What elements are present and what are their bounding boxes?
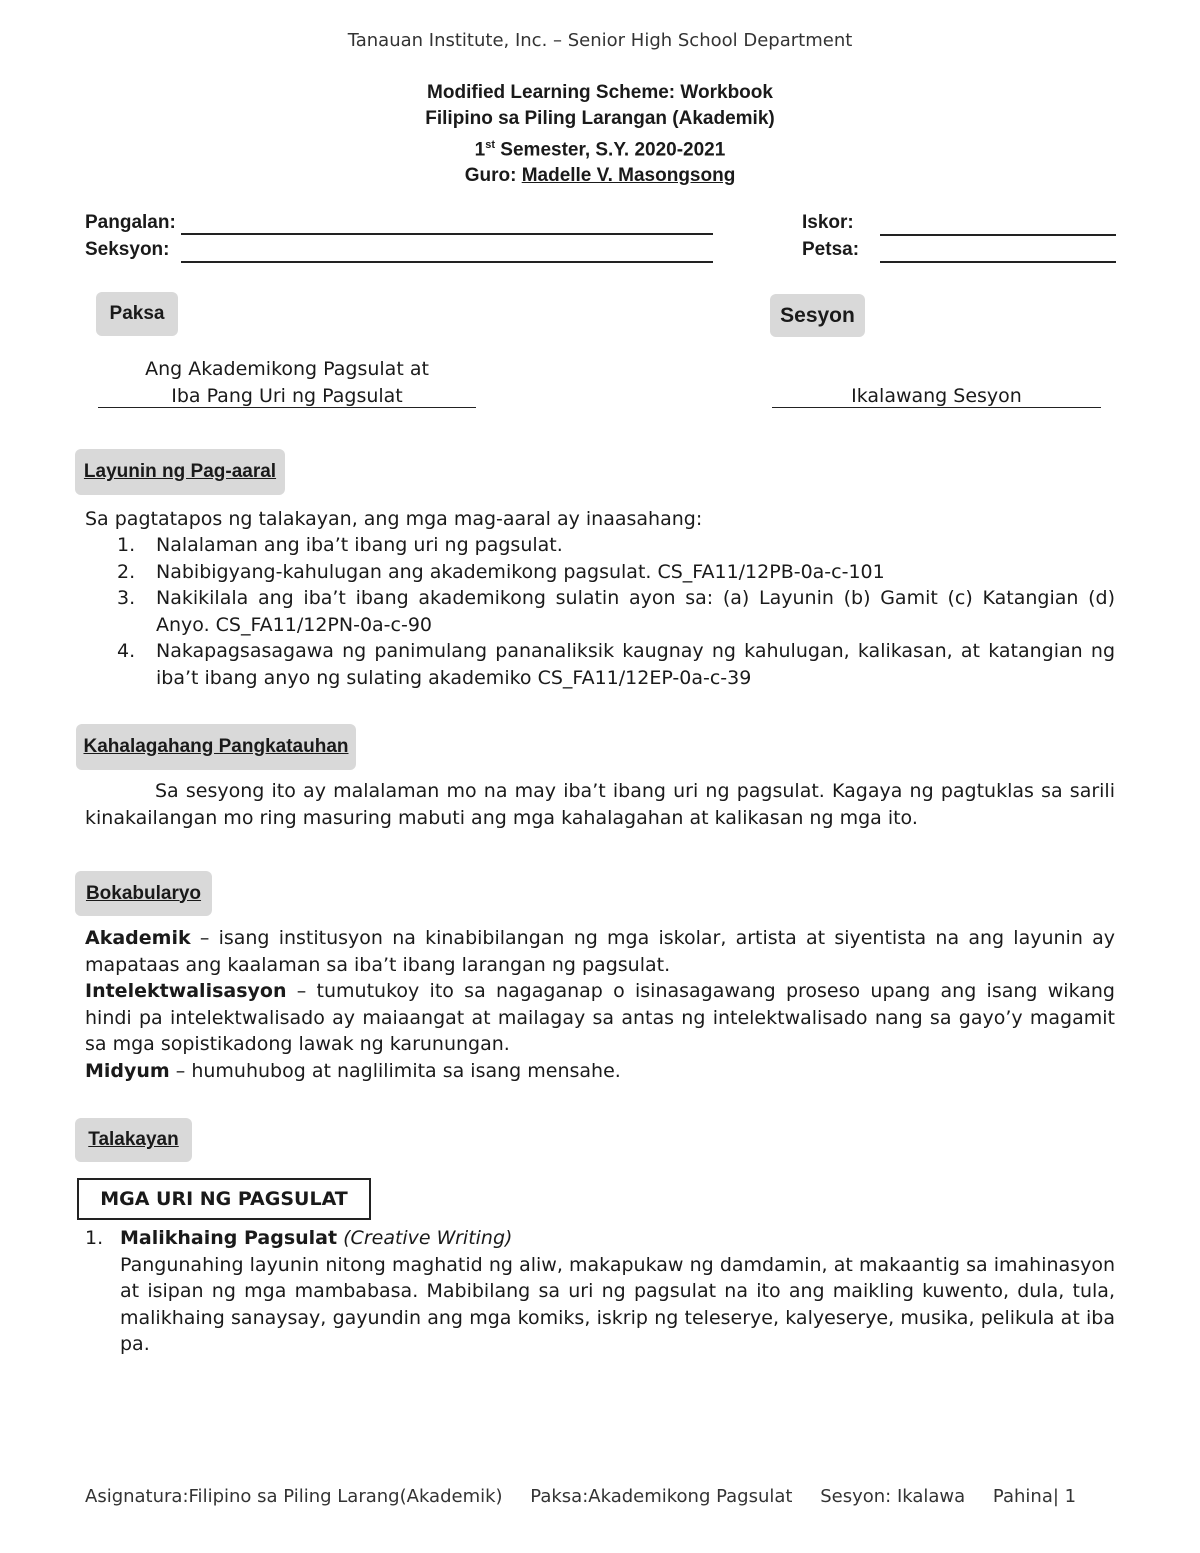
vocab-term: Akademik (85, 927, 191, 949)
iskor-field[interactable] (880, 234, 1116, 236)
petsa-field[interactable] (880, 261, 1116, 263)
layunin-item (117, 559, 1115, 586)
bokabularyo-heading-text: Bokabularyo (85, 882, 202, 904)
paksa-label: Paksa (109, 303, 165, 324)
layunin-item-num: 4. (117, 640, 136, 662)
paksa-line1: Ang Akademikong Pagsulat at (145, 358, 429, 380)
mga-uri-box (77, 1178, 371, 1220)
footer-sesyon: Sesyon: Ikalawa (820, 1486, 966, 1507)
talakayan-item-subtitle: (Creative Writing) (337, 1227, 513, 1249)
layunin-item-num: 2. (117, 560, 136, 583)
talakayan-heading (75, 1118, 192, 1162)
sesyon-underline (772, 407, 1101, 408)
kahalagahan-text: Sa sesyong ito ay malalaman mo na may iba’t ibang uri ng pagsulat. Kagaya ng pagtuklas sa sarili kinakailangan mo ring masuring mabuti ang mga kahalagahan at kalikasan ng mga ito. (85, 780, 1115, 829)
layunin-item (117, 585, 1115, 638)
pangalan-field[interactable] (181, 233, 713, 235)
talakayan-item-heading (120, 1225, 1115, 1252)
petsa-label: Petsa: (802, 239, 860, 260)
layunin-heading-text: Layunin ng Pag-aaral (83, 461, 277, 482)
layunin-item (117, 532, 1115, 559)
kahalagahan-heading (76, 724, 356, 770)
layunin-item-text: Nakikilala ang iba’t ibang akademikong sulatin ayon sa: (a) Layunin (b) Gamit (c) Katangian (d) Anyo. CS_FA11/12PN-0a-c-90 (156, 587, 1115, 636)
bokabularyo-entries (85, 925, 1115, 1084)
kahalagahan-heading-text: Kahalagahang Pangkatauhan (83, 736, 349, 757)
vocab-entry (85, 1058, 1115, 1085)
layunin-item-text: Nabibigyang-kahulugan ang akademikong pagsulat. CS_FA11/12PB-0a-c-101 (156, 560, 885, 583)
guro-name: Madelle V. Masongsong (521, 165, 736, 187)
talakayan-item-text: Pangunahing layunin nitong maghatid ng aliw, makapukaw ng damdamin, at makaantig sa imahinasyon at isipan ng mga mambabasa. Mabibilang sa uri ng pagsulat na ito ang maikling kuwento, dula, tula, malikhaing sanaysay, gayundin ang mga komiks, iskrip ng teleserye, kalyeserye, musika, pelikula at iba pa. (120, 1253, 1115, 1355)
layunin-heading (75, 449, 285, 495)
scheme-title: Modified Learning Scheme: Workbook (427, 82, 773, 103)
semester-num: 1 (474, 139, 486, 161)
seksyon-field[interactable] (181, 261, 713, 263)
paksa-underline (98, 407, 476, 408)
layunin-intro: Sa pagtatapos ng talakayan, ang mga mag-aaral ay inaasahang: (85, 508, 703, 530)
talakayan-heading-text: Talakayan (88, 1129, 179, 1150)
vocab-definition: – tumutukoy ito sa nagaganap o isinasagawang proseso upang ang isang wikang hindi pa intelektwalisado ay maiaangat at mailagay sa antas ng intelektwalisado nang sa gayo’y magamit sa mga sopistikadong lawak ng karunungan. (85, 980, 1115, 1055)
paksa-title (98, 356, 476, 409)
page-footer (85, 1486, 1098, 1507)
paksa-tag (96, 292, 178, 336)
vocab-term: Intelektwalisasyon (85, 980, 287, 1002)
institution-header: Tanauan Institute, Inc. – Senior High School Department (347, 30, 853, 51)
pangalan-label: Pangalan: (85, 212, 176, 233)
layunin-item (117, 638, 1115, 691)
guro-line (0, 163, 1200, 189)
sesyon-value: Ikalawang Sesyon (851, 385, 1022, 407)
vocab-definition: – isang institusyon na kinabibilangan ng mga iskolar, artista at siyentista na ang layunin ay mapataas ang kaalaman sa iba’t ibang larangan ng pagsulat. (85, 927, 1115, 976)
talakayan-item-num: 1. (85, 1227, 104, 1249)
sesyon-label: Sesyon (780, 303, 855, 327)
seksyon-label: Seksyon: (85, 239, 170, 260)
layunin-item-num: 1. (117, 534, 136, 556)
layunin-item-text: Nalalaman ang iba’t ibang uri ng pagsulat. (156, 534, 563, 556)
talakayan-item-title: Malikhaing Pagsulat (120, 1227, 338, 1249)
vocab-definition: – humuhubog at naglilimita sa isang mensahe. (169, 1059, 621, 1082)
guro-label: Guro: (464, 165, 517, 187)
paksa-line2: Iba Pang Uri ng Pagsulat (171, 384, 403, 407)
bokabularyo-heading (75, 871, 212, 916)
mga-uri-title: MGA URI NG PAGSULAT (100, 1188, 348, 1210)
footer-pahina: Pahina| 1 (992, 1486, 1077, 1507)
layunin-list (117, 532, 1115, 691)
vocab-term: Midyum (85, 1059, 170, 1082)
title-block (0, 80, 1200, 189)
layunin-item-text: Nakapagsasagawa ng panimulang pananaliksik kaugnay ng kahulugan, kalikasan, at katangian ng iba’t ibang anyo ng sulating akademiko CS_FA11/12EP-0a-c-39 (156, 640, 1115, 689)
vocab-entry (85, 978, 1115, 1058)
iskor-label: Iskor: (802, 212, 854, 233)
semester-sup: st (485, 139, 496, 151)
semester-rest: Semester, S.Y. 2020-2021 (495, 139, 726, 161)
subject-title: Filipino sa Piling Larangan (Akademik) (425, 108, 775, 129)
sesyon-tag (770, 294, 865, 337)
semester-line (0, 132, 1200, 163)
footer-paksa: Paksa:Akademikong Pagsulat (530, 1486, 793, 1507)
talakayan-item (120, 1225, 1115, 1358)
vocab-entry (85, 925, 1115, 978)
layunin-item-num: 3. (117, 587, 136, 609)
footer-asignatura: Asignatura:Filipino sa Piling Larang(Akademik) (85, 1486, 503, 1507)
